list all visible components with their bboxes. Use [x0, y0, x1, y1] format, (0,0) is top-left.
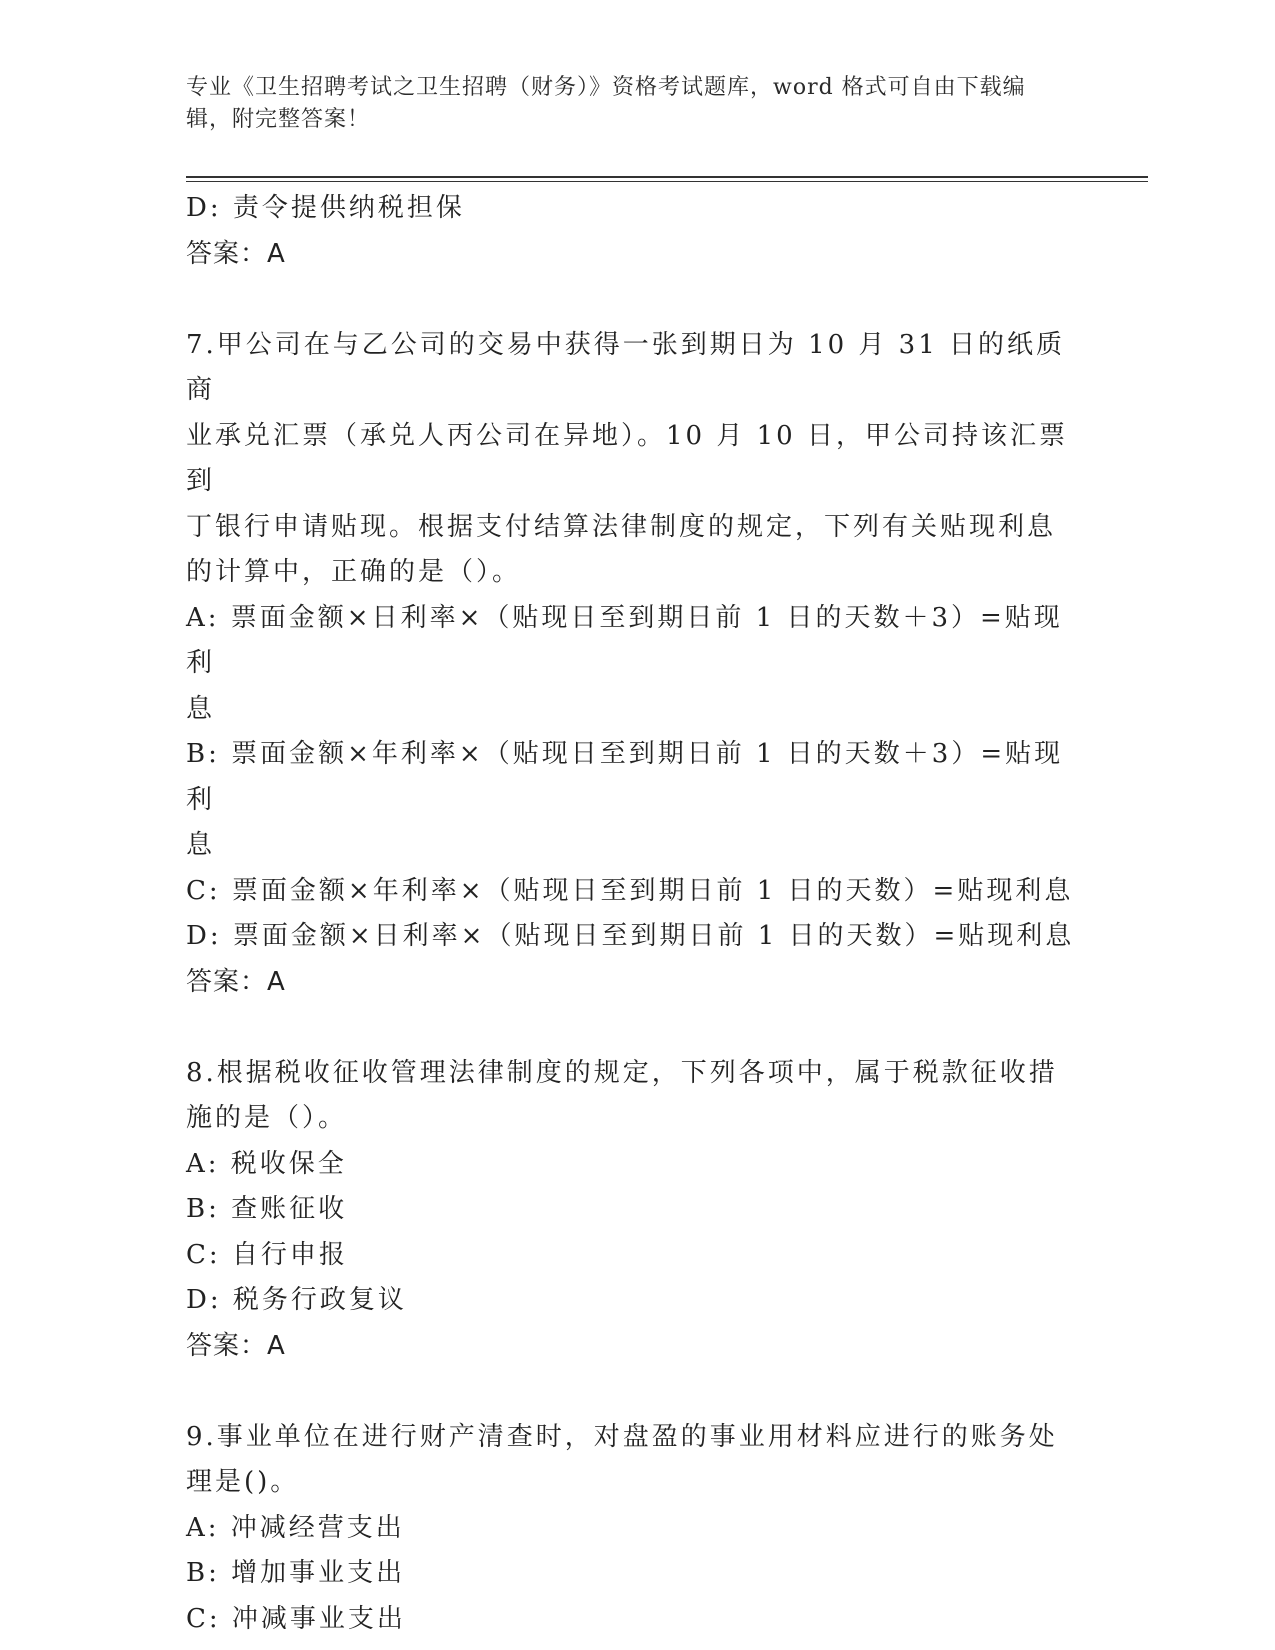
option-a: A: 冲减经营支出 [186, 1512, 405, 1543]
answer: 答案：A [186, 1330, 286, 1361]
option-d: D: 责令提供纳税担保 [186, 193, 465, 223]
option-a-wrap: 息 [186, 693, 216, 724]
question-stem: 施的是（）。 [186, 1103, 348, 1133]
option-a: A: 税收保全 [186, 1148, 347, 1179]
question-content [186, 186, 1086, 1642]
question-8 [186, 1051, 1086, 1370]
document-header: 专业《卫生招聘考试之卫生招聘（财务）》资格考试题库，word 格式可自由下载编辑，附完整答案！ [186, 75, 1026, 132]
question-9 [186, 1415, 1086, 1643]
header-divider [186, 176, 1148, 178]
header-divider-thin [186, 181, 1148, 182]
option-b-wrap: 息 [186, 830, 216, 860]
option-d: D: 税务行政复议 [186, 1285, 407, 1315]
option-b: B: 增加事业支出 [186, 1558, 406, 1588]
question-stem: 7.甲公司在与乙公司的交易中获得一张到期日为 10 月 31 日的纸质商 [186, 329, 1066, 405]
question-stem: 理是()。 [186, 1467, 300, 1497]
question-stem: 8.根据税收征收管理法律制度的规定，下列各项中，属于税款征收措 [186, 1057, 1058, 1088]
spacer [186, 1005, 1086, 1051]
question-stem: 9.事业单位在进行财产清查时，对盘盈的事业用材料应进行的账务处 [186, 1421, 1058, 1452]
option-d: D: 票面金额×日利率×（贴现日至到期日前 1 日的天数）=贴现利息 [186, 921, 1075, 951]
spacer [186, 277, 1086, 323]
question-stem: 业承兑汇票（承兑人丙公司在异地）。10 月 10 日，甲公司持该汇票到 [186, 420, 1068, 496]
answer: 答案：A [186, 966, 286, 997]
option-a: A: 票面金额×日利率×（贴现日至到期日前 1 日的天数＋3）=贴现利 [186, 602, 1063, 678]
option-c: C: 票面金额×年利率×（贴现日至到期日前 1 日的天数）=贴现利息 [186, 875, 1074, 906]
option-c: C: 自行申报 [186, 1239, 348, 1270]
answer: 答案：A [186, 238, 286, 269]
question-stem: 丁银行申请贴现。根据支付结算法律制度的规定，下列有关贴现利息 [186, 511, 1057, 542]
spacer [186, 1369, 1086, 1415]
question-stem: 的计算中，正确的是（）。 [186, 557, 522, 587]
question-7 [186, 323, 1086, 1006]
option-b: B: 查账征收 [186, 1194, 348, 1224]
option-c: C: 冲减事业支出 [186, 1603, 406, 1634]
option-b: B: 票面金额×年利率×（贴现日至到期日前 1 日的天数＋3）=贴现利 [186, 739, 1064, 815]
